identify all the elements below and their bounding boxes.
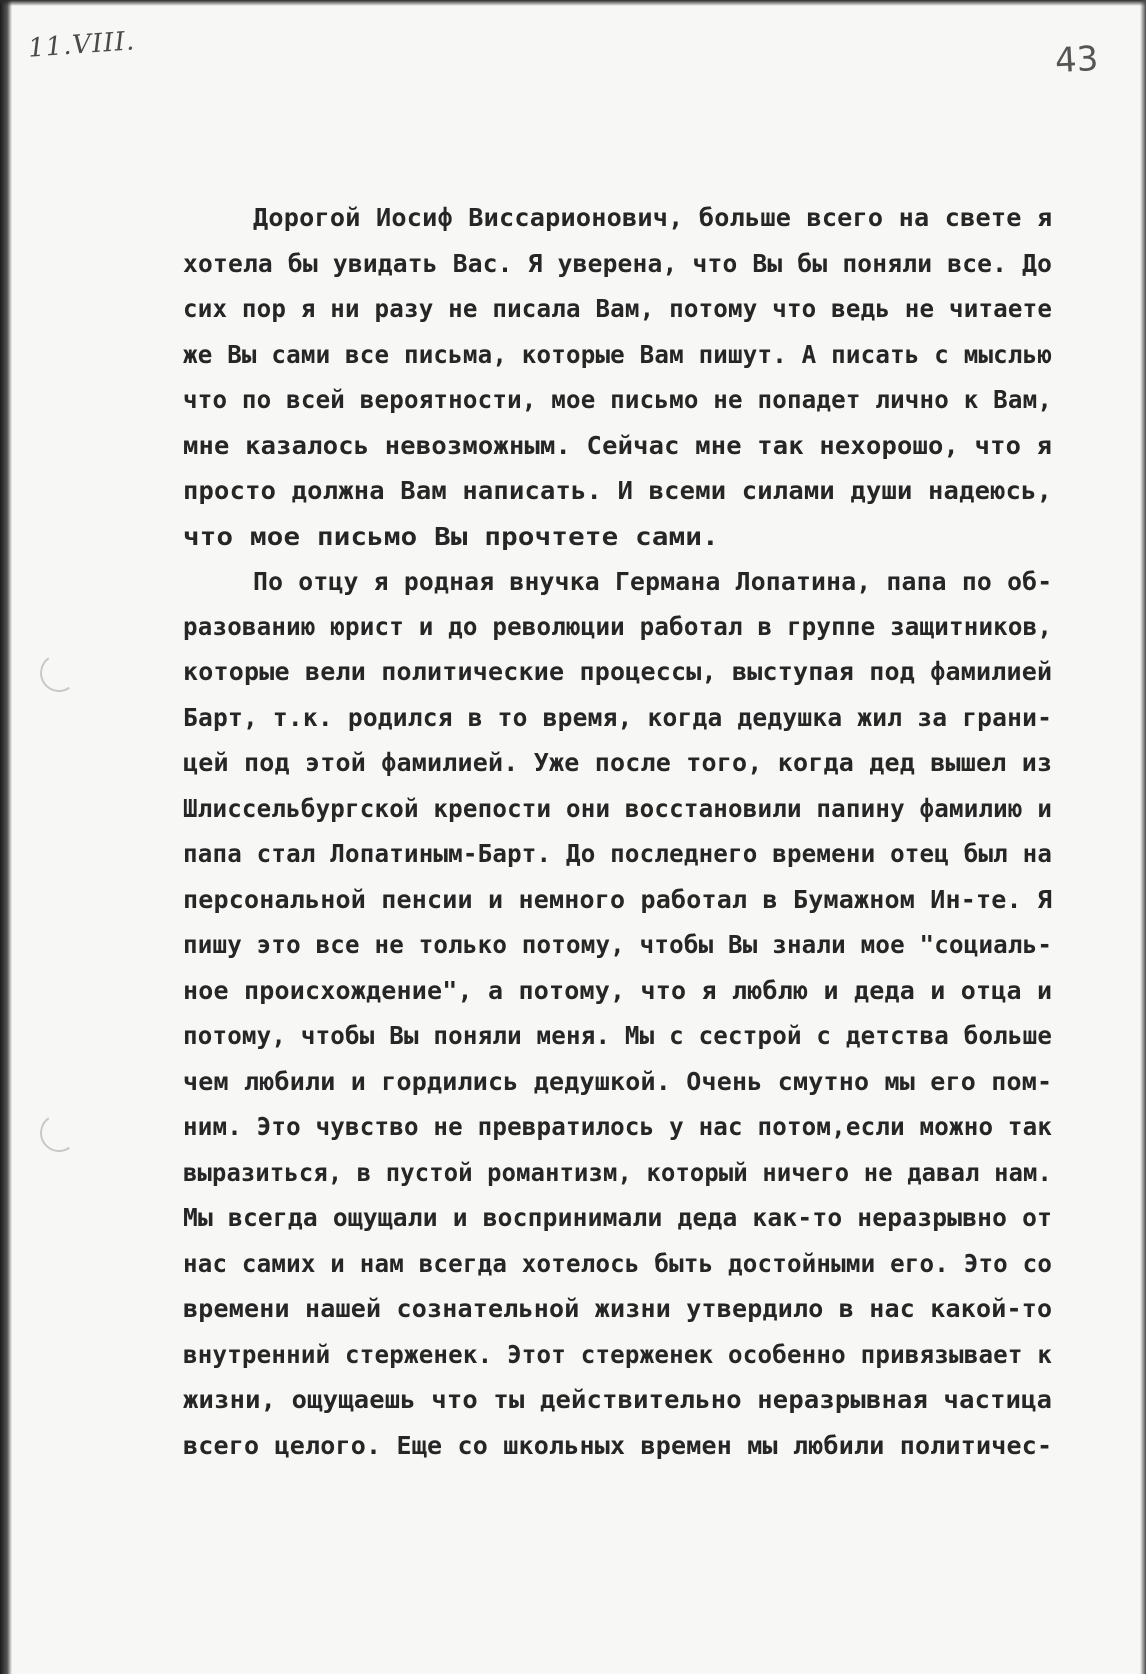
letter-line: разованию юрист и до революции работал в группе защитников, (183, 612, 1053, 641)
letter-line: цей под этой фамилией. Уже после того, когда дед вышел из (183, 748, 1053, 777)
letter-line: всего целого. Еще со школьных времен мы любили политичес- (183, 1431, 1053, 1460)
letter-line: персональной пенсии и немного работал в Бумажном Ин-те. Я (183, 885, 1053, 914)
letter-line: же Вы сами все письма, которые Вам пишут. А писать с мыслью (183, 340, 1053, 369)
handwritten-margin-note: 11.VIII. (27, 26, 137, 64)
letter-line: Мы всегда ощущали и воспринимали деда как-то неразрывно от (183, 1203, 1053, 1232)
letter-line: пишу это все не только потому, чтобы Вы знали мое "социаль- (183, 930, 1053, 959)
letter-line: времени нашей сознательной жизни утвердило в нас какой-то (183, 1294, 1053, 1323)
letter-line: По отцу я родная внучка Германа Лопатина, папа по об- (253, 567, 1053, 596)
letter-line: мне казалось невозможным. Сейчас мне так нехорошо, что я (183, 431, 1053, 460)
handwritten-page-number: 43 (1053, 38, 1100, 82)
letter-line: просто должна Вам написать. И всеми силами души надеюсь, (183, 476, 1053, 505)
letter-line: выразиться, в пустой романтизм, который ничего не давал нам. (183, 1158, 1053, 1187)
letter-line: хотела бы увидать Вас. Я уверена, что Вы бы поняли все. До (183, 249, 1053, 278)
letter-line: Барт, т.к. родился в то время, когда дедушка жил за грани- (183, 703, 1053, 732)
letter-line: потому, чтобы Вы поняли меня. Мы с сестрой с детства больше (183, 1021, 1053, 1050)
letter-line: что мое письмо Вы прочтете сами. (183, 522, 719, 551)
letter-line: Шлиссельбургской крепости они восстановили папину фамилию и (183, 794, 1053, 823)
letter-line: внутренний стерженек. Этот стерженек особенно привязывает к (183, 1340, 1053, 1369)
letter-line: Дорогой Иосиф Виссарионович, больше всего на свете я (253, 203, 1053, 232)
letter-line: нас самих и нам всегда хотелось быть достойными его. Это со (183, 1249, 1053, 1278)
letter-line: сих пор я ни разу не писала Вам, потому что ведь не читаете (183, 294, 1053, 323)
letter-line: жизни, ощущаешь что ты действительно неразрывная частица (183, 1385, 1053, 1414)
letter-line: ним. Это чувство не превратилось у нас потом,если можно так (183, 1112, 1053, 1141)
letter-line: папа стал Лопатиным-Барт. До последнего времени отец был на (183, 839, 1053, 868)
letter-line: ное происхождение", а потому, что я люблю и деда и отца и (183, 976, 1053, 1005)
letter-line: что по всей вероятности, мое письмо не попадет лично к Вам, (183, 385, 1053, 414)
letter-line: которые вели политические процессы, выступая под фамилией (183, 657, 1053, 686)
letter-line: чем любили и гордились дедушкой. Очень смутно мы его пом- (183, 1067, 1053, 1096)
